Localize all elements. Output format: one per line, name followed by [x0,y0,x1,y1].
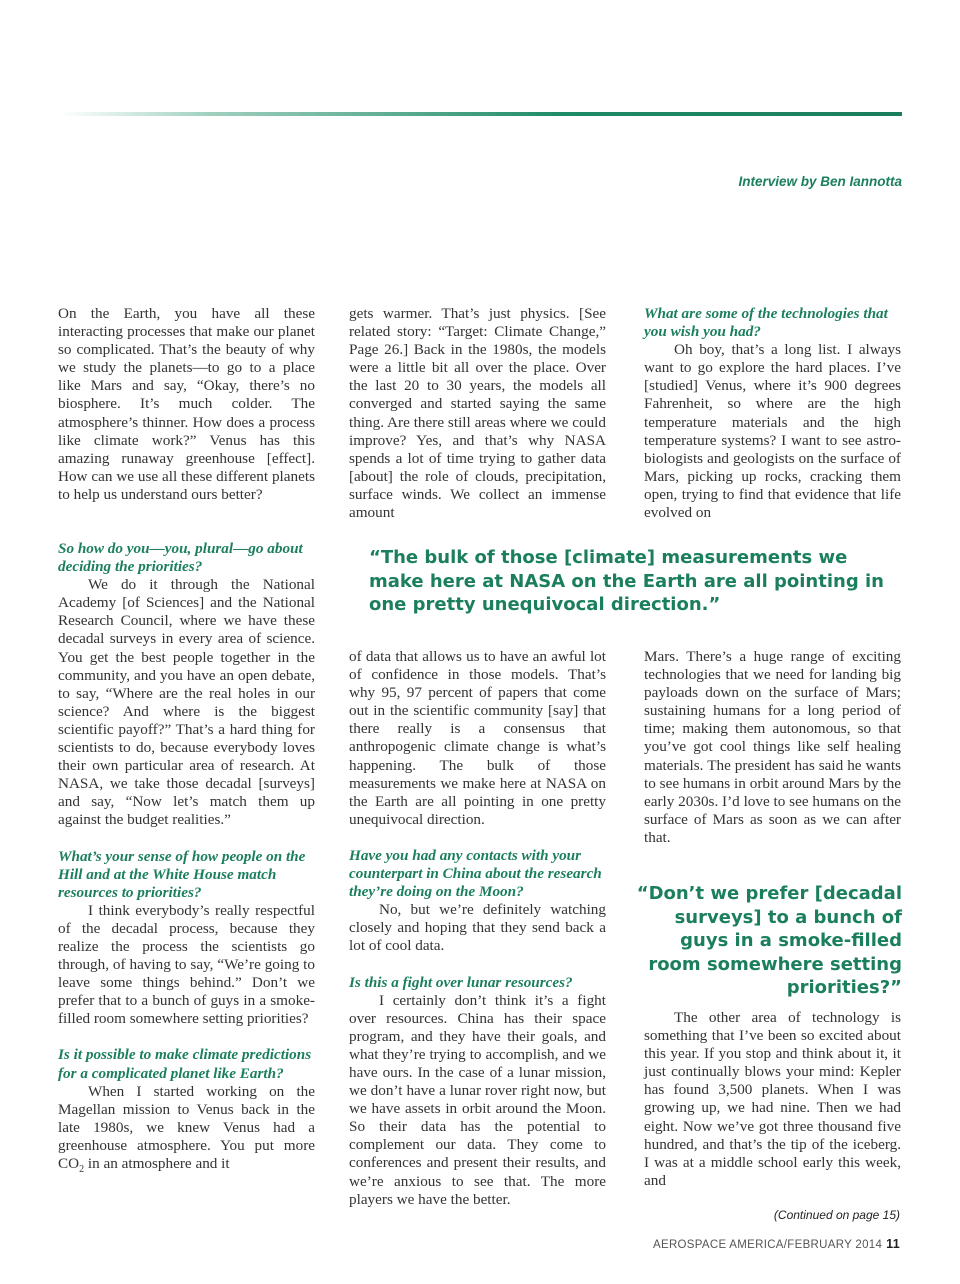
paragraph: Mars. There’s a huge range of exciting technologies that we need for landing big payloads down on the surface of Mars; sustaining humans for a long period of time; making them autonomous, so that you’ve got cool things like self healing materials. The president has said he wants to see humans in orbit around Mars by the early 2030s. I’d love to see humans on the surface of Mars as soon as we can after that. [644,648,901,846]
paragraph: I certainly don’t think it’s a fight over resources. China has their space program, and they have their goals, and what they’re trying to accomplish, and we have ours. In the case of a lunar mission, we don’t have a lunar rover right now, but we have assets in orbit around the Moon. So their data has the potential to complement our data. They come to conferences and present their results, and we’re anxious to see that. The more players we have the better. [349,991,606,1208]
paragraph: The other area of technology is something that I’ve been so excited about this year. If you stop and think about it, it just continually blows your mind: Kepler has found 3,500 planets. When I was growing up, we had nine. Then we had eight. Now we’ve got three thousand five hundred, and that’s the tip of the iceberg. I was at a middle school early this week, and [644,1009,901,1189]
interview-question: What’s your sense of how people on the Hill and at the White House match resources to priorities? [58,847,306,901]
pull-quote: “Don’t we prefer [decadal surveys] to a bunch of guys in a smoke-filled room somewhere setting priorities?” [636,883,902,998]
column-2-top [349,305,606,522]
paragraph [58,1083,315,1180]
paragraph: I think everybody’s really respectful of the decadal process, because they realize the process the scientists go through, of having to say, “We’re going to leave some things behind.” Don’t we prefer that to a bunch of guys in a smoke-filled room somewhere setting priorities? [58,901,315,1028]
interview-question: What are some of the technologies that you wish you had? [644,305,888,341]
paragraph-text: When I started working on the Magellan mission to Venus back in the late 1980s, we knew Venus had a greenhouse atmosphere. You put more CO [58,1082,315,1172]
paragraph: Oh boy, that’s a long list. I always want to go explore the hard places. I’ve [studied] Venus, where it’s 900 degrees Fahrenheit, so where are the high temperature materials and the high temperature systems? I want to see astro-biologists and geologists on the surface of Mars, picking up rocks, cracking them open, trying to find that evidence that life evolved on [644,341,901,522]
column-3-bottom-a [644,648,901,847]
column-3-top [644,305,901,522]
paragraph: gets warmer. That’s just physics. [See related story: “Target: Climate Change,” Page 26.] Back in the 1980s, the models were a little bit all over the place. Over the last 20 to 30 years, the models all converged and started saying the same thing. Are there still areas where we could improve? Yes, and that’s why NASA spends a lot of time trying to gather data [about] the role of clouds, precipitation, surface winds. We collect an immense amount [349,305,606,522]
byline: Interview by Ben Iannotta [738,174,902,189]
header-rule [60,112,902,116]
paragraph: of data that allows us to have an awful lot of confidence in those models. That’s why 95, 97 percent of papers that come out in the scientific community [say] that there really is a consensus that anthropogenic climate change is what’s happening. The bulk of those measurements we make here at NASA on the Earth are all pointing in one pretty unequivocal direction. [349,648,606,828]
paragraph: On the Earth, you have all these interacting processes that make our planet so complicated. That’s the beauty of why we study the planets—to go to a place like Mars and say, “Okay, there’s no biosphere. It’s much colder. The atmosphere’s thinner. How does a process like climate work?” Venus has this amazing runaway greenhouse [effect]. How can we use all these different planets to help us understand ours better? [58,305,315,503]
page-number: 11 [886,1237,900,1251]
interview-question: Is it possible to make climate predictions for a complicated planet like Earth? [58,1046,312,1082]
interview-question: Is this a fight over lunar resources? [349,973,573,991]
page-footer [653,1237,900,1251]
interview-question: Have you had any contacts with your counterpart in China about the research they’re doing on the Moon? [349,846,602,901]
publication-info: AEROSPACE AMERICA/FEBRUARY 2014 [653,1239,883,1251]
continued-note: (Continued on page 15) [773,1208,900,1222]
paragraph: We do it through the National Academy [of Sciences] and the National Research Council, where we have these decadal surveys in every area of science. You get the best people together in the community, and you have an open debate, to say, “Where are the real holes in our science? And where is the biggest scientific payoff?” That’s a hard thing for scientists to do, because everybody loves their own particular area of research. At NASA, we take those decadal [surveys] and say, “Now let’s match them up against the budget realities.” [58,576,315,829]
column-3-bottom-b [644,1009,901,1190]
paragraph: No, but we’re definitely watching closely and hoping that they send back a lot of cool data. [349,901,606,955]
pull-quote: “The bulk of those [climate] measurements we make here at NASA on the Earth are all pointing in one pretty unequivocal direction.” [369,547,884,615]
interview-question: So how do you—you, plural—go about deciding the priorities? [58,540,303,576]
column-1-bottom [58,540,315,1179]
paragraph-text: in an atmosphere and it [84,1155,230,1172]
subscript: 2 [79,1164,85,1176]
column-2-bottom [349,648,606,1209]
column-1-top [58,305,315,504]
